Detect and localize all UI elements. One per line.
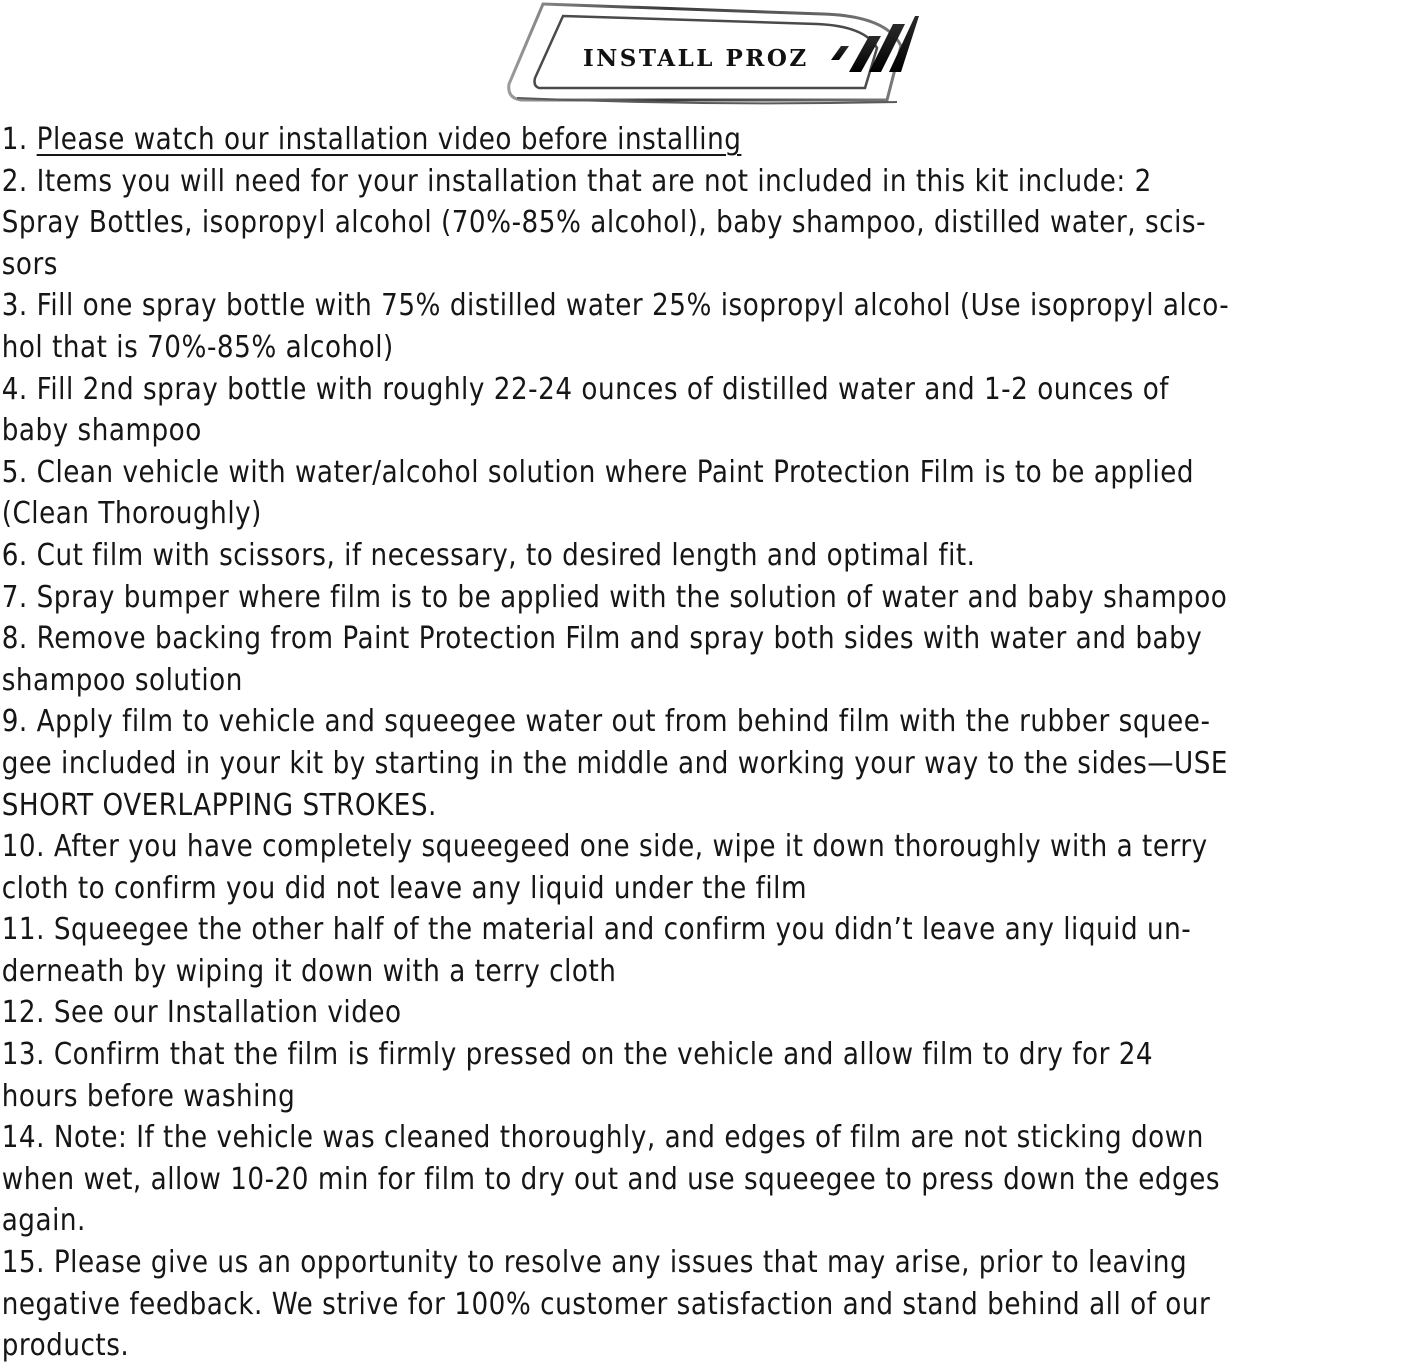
instruction-item <box>0 909 1410 992</box>
instruction-item <box>0 535 1410 577</box>
instruction-number: 4. <box>1 371 37 407</box>
instruction-item <box>0 1117 1410 1242</box>
instruction-item <box>0 577 1410 619</box>
instruction-text: Remove backing from Paint Protection Film and spray both sides with water and baby shampoo solution <box>1 621 1203 698</box>
instruction-text: See our Installation video <box>53 995 402 1031</box>
instruction-text: Apply film to vehicle and squeegee water out from behind film with the rubber squee- gee included in your kit by starting in the middle and working your way to the sides—USE SHORT OVERLAPPING STROKES. <box>1 704 1228 823</box>
instruction-text: Clean vehicle with water/alcohol solution where Paint Protection Film is to be applied (Clean Thoroughly) <box>1 454 1195 532</box>
instruction-number: 11. <box>1 912 54 948</box>
stripe-1 <box>831 46 849 60</box>
instruction-item <box>0 285 1410 368</box>
install-proz-logo <box>505 2 920 106</box>
instruction-item <box>0 369 1410 452</box>
instruction-text: Please give us an opportunity to resolve any issues that may arise, prior to leaving negative feedback. We strive for 100% customer satisfaction and stand behind all of our products. <box>1 1245 1211 1364</box>
instruction-text: After you have completely squeegeed one side, wipe it down thoroughly with a terry cloth to confirm you did not leave any liquid under the film <box>1 829 1208 906</box>
instruction-number: 1. <box>1 122 37 157</box>
instruction-number: 3. <box>1 288 37 324</box>
instruction-text: Squeegee the other half of the material and confirm you didn’t leave any liquid un- derneath by wiping it down with a terry cloth <box>1 912 1192 989</box>
instruction-number: 8. <box>1 621 37 657</box>
instruction-item <box>0 826 1410 909</box>
instruction-item <box>0 161 1410 286</box>
instruction-item <box>0 1242 1410 1367</box>
instruction-text: Confirm that the film is firmly pressed on the vehicle and allow film to dry for 24 hours before washing <box>1 1037 1154 1114</box>
instruction-number: 6. <box>1 537 37 573</box>
instruction-text: Items you will need for your installation that are not included in this kit include: 2 Spray Bottles, isopropyl alcohol (70%-85% alcohol), baby shampoo, distilled water, scis- sors <box>1 163 1207 282</box>
instruction-item <box>0 1034 1410 1117</box>
instruction-item <box>0 992 1410 1034</box>
instruction-number: 12. <box>1 995 54 1031</box>
instruction-number: 13. <box>1 1037 54 1073</box>
instruction-number: 10. <box>1 829 54 865</box>
instruction-text: Fill one spray bottle with 75% distilled water 25% isopropyl alcohol (Use isopropyl alco- hol that is 70%-85% alcohol) <box>1 288 1230 365</box>
instruction-number: 5. <box>1 454 37 490</box>
instruction-item <box>0 119 1410 161</box>
instruction-item <box>0 452 1410 535</box>
logo-text: INSTALL PROZ <box>583 45 809 72</box>
instruction-number: 9. <box>1 704 37 740</box>
instruction-text: Note: If the vehicle was cleaned thoroughly, and edges of film are not sticking down when wet, allow 10-20 min for film to dry out and use squeegee to press down the edges again. <box>1 1120 1221 1239</box>
instruction-number: 2. <box>1 163 37 199</box>
instruction-number: 7. <box>1 579 37 615</box>
instruction-number: 15. <box>1 1245 54 1281</box>
instruction-text: Cut film with scissors, if necessary, to desired length and optimal fit. <box>36 537 976 573</box>
instruction-number: 14. <box>1 1120 54 1156</box>
installation-instructions <box>0 119 1412 1367</box>
instruction-text: Spray bumper where film is to be applied with the solution of water and baby shampoo <box>36 579 1228 615</box>
instruction-item <box>0 701 1410 826</box>
installation-video-link[interactable]: Please watch our installation video before installing <box>36 122 742 157</box>
instruction-text: Fill 2nd spray bottle with roughly 22-24 ounces of distilled water and 1-2 ounces of baby shampoo <box>1 371 1170 449</box>
instruction-item <box>0 618 1410 701</box>
